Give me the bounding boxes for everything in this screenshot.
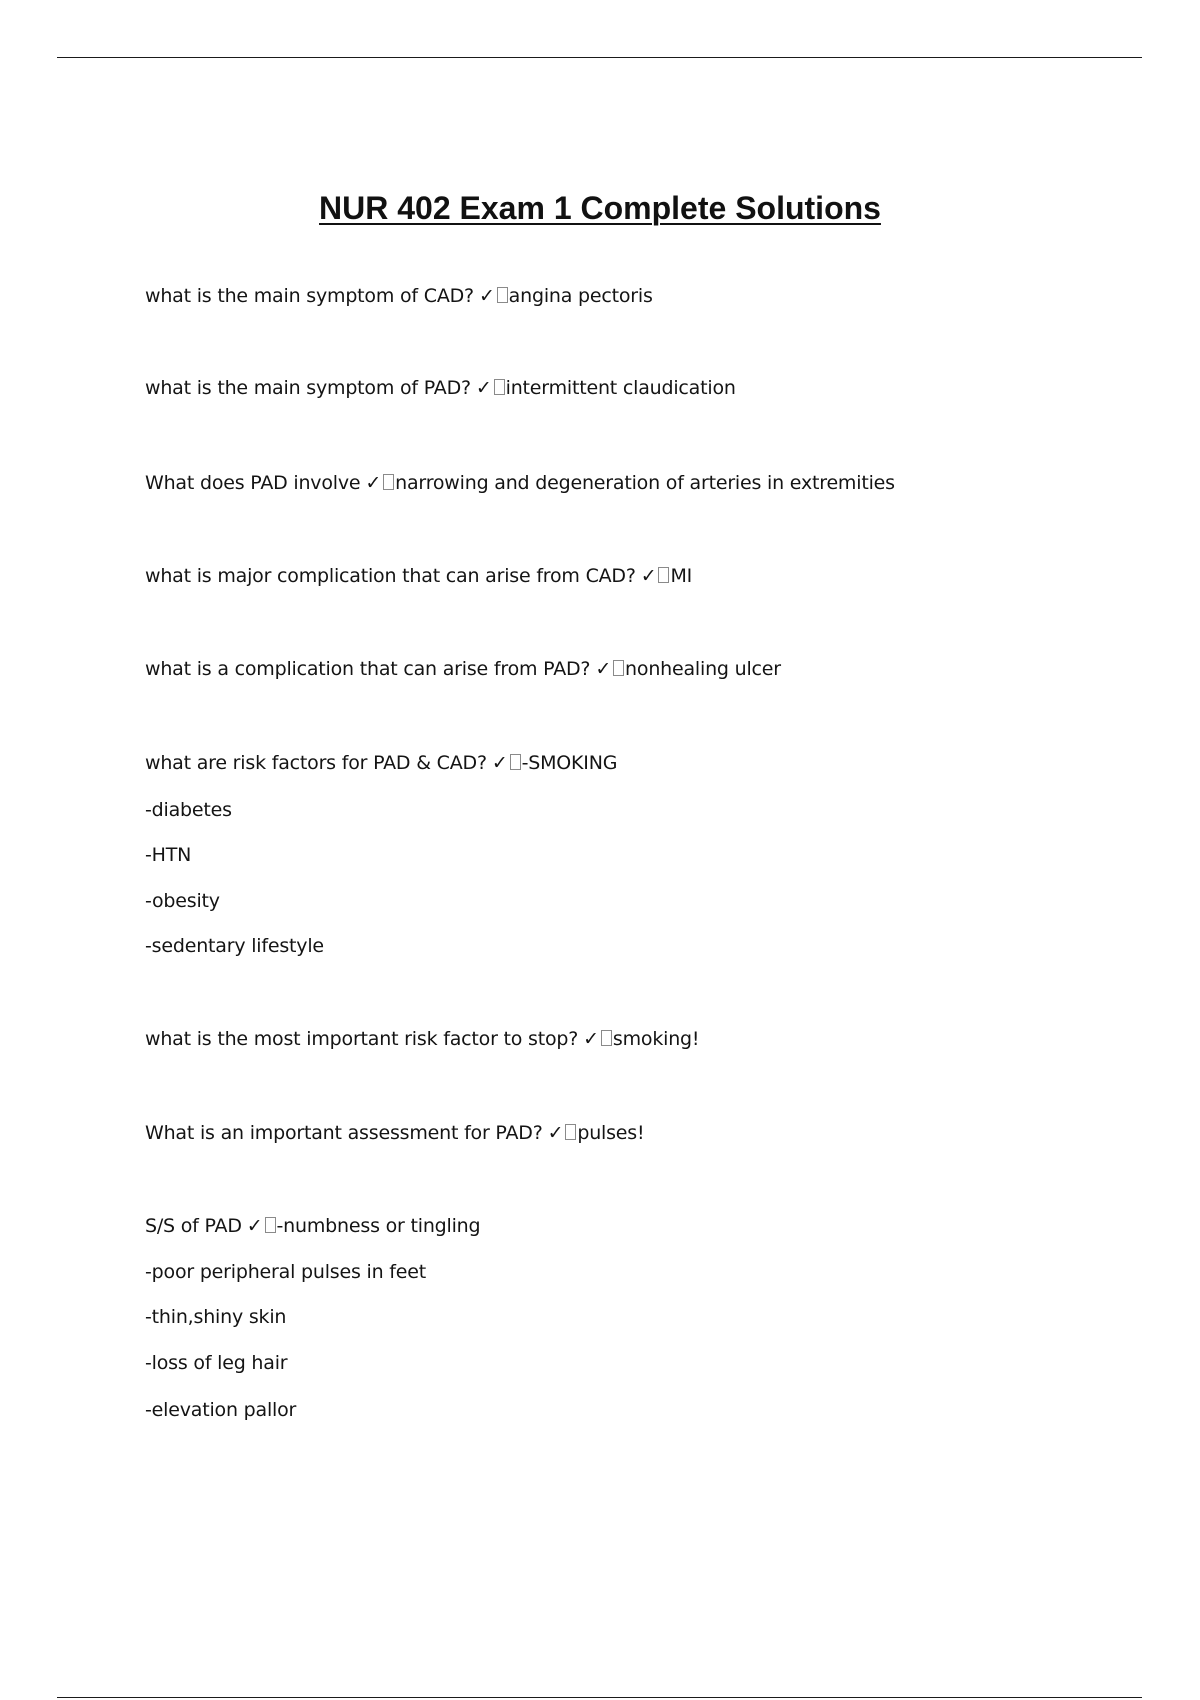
check-icon: ✓: [246, 1215, 263, 1237]
qa-item-question-line: [145, 750, 617, 776]
answer-text: MI: [670, 565, 693, 587]
question-text: what is the most important risk factor to stop?: [145, 1028, 579, 1050]
check-icon: ✓: [365, 472, 382, 494]
footer-rule: [57, 1697, 1142, 1698]
answer-continuation-line: -poor peripheral pulses in feet: [145, 1261, 427, 1283]
check-icon: ✓: [640, 565, 657, 587]
document-title-text: NUR 402 Exam 1 Complete Solutions: [319, 190, 881, 226]
qa-item-question-line: [145, 1120, 644, 1146]
check-icon: ✓: [478, 285, 495, 307]
missing-glyph-box-icon: [383, 474, 394, 490]
answer-continuation-line: -diabetes: [145, 799, 232, 821]
question-text: what is the main symptom of PAD?: [145, 377, 471, 399]
qa-item-question-line: [145, 563, 692, 589]
missing-glyph-box-icon: [265, 1217, 276, 1233]
answer-text: smoking!: [612, 1028, 700, 1050]
question-text: What does PAD involve: [145, 472, 361, 494]
answer-continuation-line: -HTN: [145, 844, 192, 866]
header-rule: [57, 57, 1142, 58]
question-text: what is major complication that can arise from CAD?: [145, 565, 636, 587]
answer-text: -SMOKING: [521, 752, 618, 774]
qa-item-question-line: [145, 470, 895, 496]
qa-item-question-line: [145, 656, 781, 682]
qa-item-question-line: [145, 1213, 480, 1239]
missing-glyph-box-icon: [658, 567, 669, 583]
answer-text: -numbness or tingling: [276, 1215, 481, 1237]
qa-item-question-line: [145, 283, 653, 309]
question-text: what is the main symptom of CAD?: [145, 285, 474, 307]
answer-continuation-line: -elevation pallor: [145, 1399, 297, 1421]
qa-item-question-line: [145, 375, 736, 401]
answer-text: narrowing and degeneration of arteries in extremities: [395, 472, 895, 494]
missing-glyph-box-icon: [494, 379, 505, 395]
missing-glyph-box-icon: [497, 287, 508, 303]
answer-text: angina pectoris: [508, 285, 653, 307]
check-icon: ✓: [475, 377, 492, 399]
answer-continuation-line: -obesity: [145, 890, 220, 912]
question-text: What is an important assessment for PAD?: [145, 1122, 543, 1144]
answer-text: intermittent claudication: [505, 377, 736, 399]
missing-glyph-box-icon: [601, 1030, 612, 1046]
missing-glyph-box-icon: [613, 660, 624, 676]
check-icon: ✓: [547, 1122, 564, 1144]
qa-item-question-line: [145, 1026, 699, 1052]
question-text: S/S of PAD: [145, 1215, 242, 1237]
missing-glyph-box-icon: [565, 1124, 576, 1140]
answer-continuation-line: -thin,shiny skin: [145, 1306, 287, 1328]
missing-glyph-box-icon: [510, 754, 521, 770]
answer-continuation-line: -sedentary lifestyle: [145, 935, 324, 957]
answer-continuation-line: -loss of leg hair: [145, 1352, 288, 1374]
answer-text: nonhealing ulcer: [625, 658, 781, 680]
document-title: [0, 188, 1200, 228]
check-icon: ✓: [595, 658, 612, 680]
check-icon: ✓: [491, 752, 508, 774]
check-icon: ✓: [583, 1028, 599, 1050]
question-text: what are risk factors for PAD & CAD?: [145, 752, 487, 774]
answer-text: pulses!: [577, 1122, 645, 1144]
question-text: what is a complication that can arise from PAD?: [145, 658, 591, 680]
